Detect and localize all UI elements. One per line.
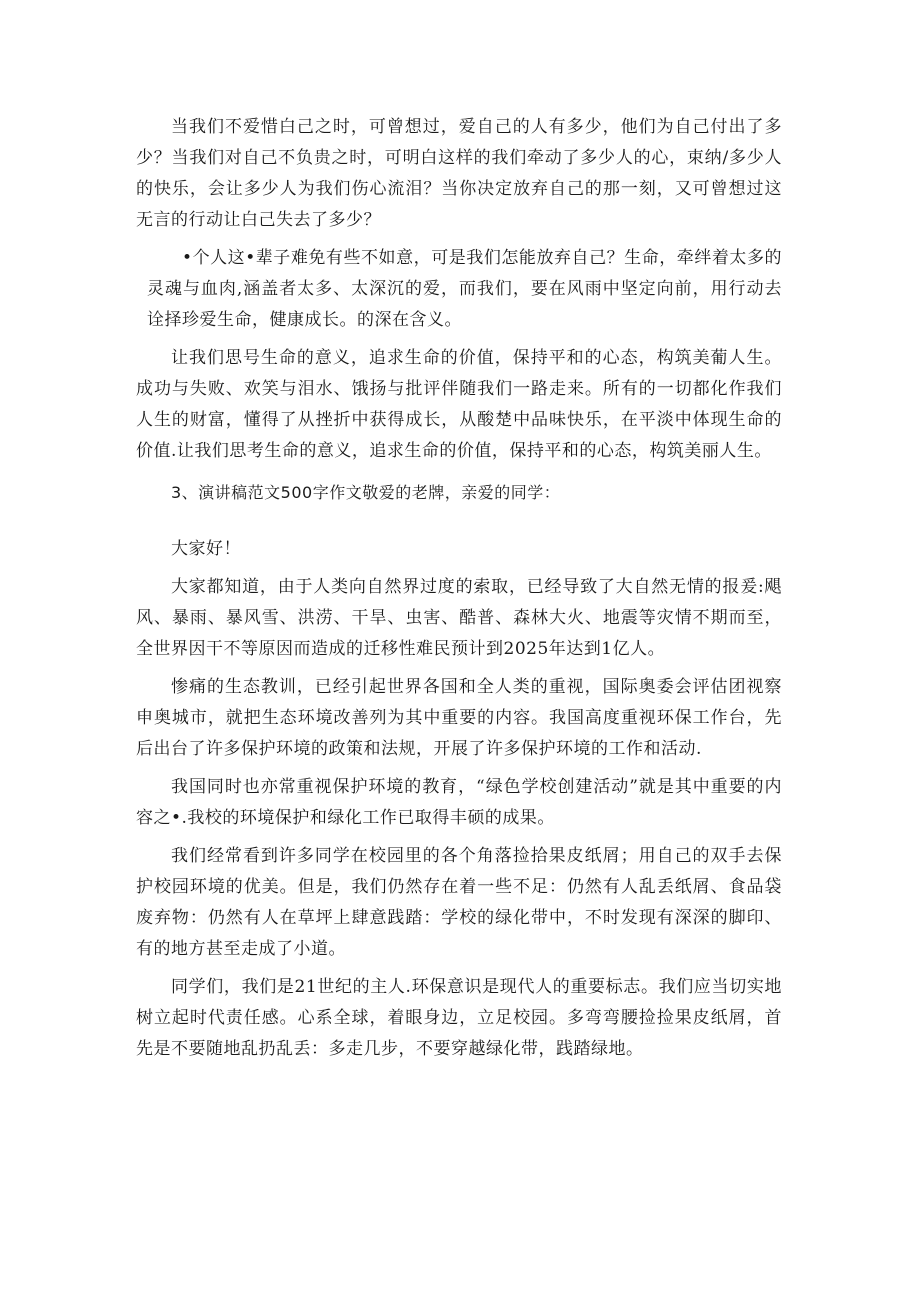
paragraph-nature-disasters: 大家都知道，由于人类向自然界过度的索取，已经导致了大自然无情的报爰:飓风、暴雨、暴风雪、洪涝、干旱、虫害、酷普、森林大火、地震等灾情不期而至，全世界因干不等原因而造成的迁移性难民预计到2025年达到1亿人。 — [136, 577, 782, 659]
paragraph-ecology-lesson: 惨痛的生态教训，已经引起世界各国和全人类的重视，国际奥委会评估团视察申奥城市，就把生态环境改善列为其中重要的内容。我国高度重视环保工作台，先后出台了许多保护环境的政策和法规，开展了许多保护环境的工作和活动. — [136, 677, 782, 759]
paragraph-campus-litter: 我们经常看到许多同学在校园里的各个角落捡拾果皮纸屑；用自己的双手去保护校园环境的优美。但是，我们仍然存在着一些不足：仍然有人乱丢纸屑、食品袋废弃物：仍然有人在草坪上肆意践踏：学校的绿化带中，不时发现有深深的脚印、有的地方甚至走成了小道。 — [136, 846, 782, 959]
paragraph-never-give-up: •个人这•辈子难免有些不如意，可是我们怎能放弃自己？生命，牵绊着太多的灵魂与血肉,涵盖者太多、太深沉的爱，而我们，要在风雨中坚定向前，用行动去诠择珍爱生命，健康成长。的深在含义。 — [147, 248, 782, 330]
document-page — [136, 112, 782, 1072]
paragraph-green-school: 我国同时也亦常重视保护环境的教育，“绿色学校创建活动”就是其中重要的内容之•.我校的环境保护和绿化工作已取得丰硕的成果。 — [136, 777, 782, 828]
paragraph-meaning-of-life: 让我们思号生命的意义，追求生命的价值，保持平和的心态，构筑美葡人生。成功与失败、欢笑与泪水、饿扬与批评伴随我们一路走来。所有的一切都化作我们人生的财富，懂得了从挫折中获得成长，从酸楚中品味快乐，在平淡中体现生命的价值.让我们思考生命的意义，追求生命的价值，保持平和的心态，构筑美丽人生。 — [136, 348, 782, 461]
greeting: 大家好！ — [171, 539, 241, 559]
paragraph-self-love: 当我们不爱惜白己之时，可曾想过，爱自己的人有多少，他们为自己付出了多少？当我们对自己不负贵之时，可明白这样的我们牵动了多少人的心，束纳/多少人的快乐，会让多少人为我们伤心流泪？当你决定放弃自己的那一刻，又可曾想过这无言的行动让白己失去了多少？ — [136, 117, 782, 230]
paragraph-call-to-action: 同学们，我们是21世纪的主人.环保意识是现代人的重要标志。我们应当切实地树立起时代责任感。心系全球，着眼身边，立足校园。多弯弯腰捡捡果皮纸屑，首先是不要随地乱扔乱丢：多走几步，不要穿越绿化带，践踏绿地。 — [136, 977, 782, 1059]
section-heading: 3、演讲稿范文500字作文敬爱的老牌，亲爱的同学： — [171, 483, 561, 502]
